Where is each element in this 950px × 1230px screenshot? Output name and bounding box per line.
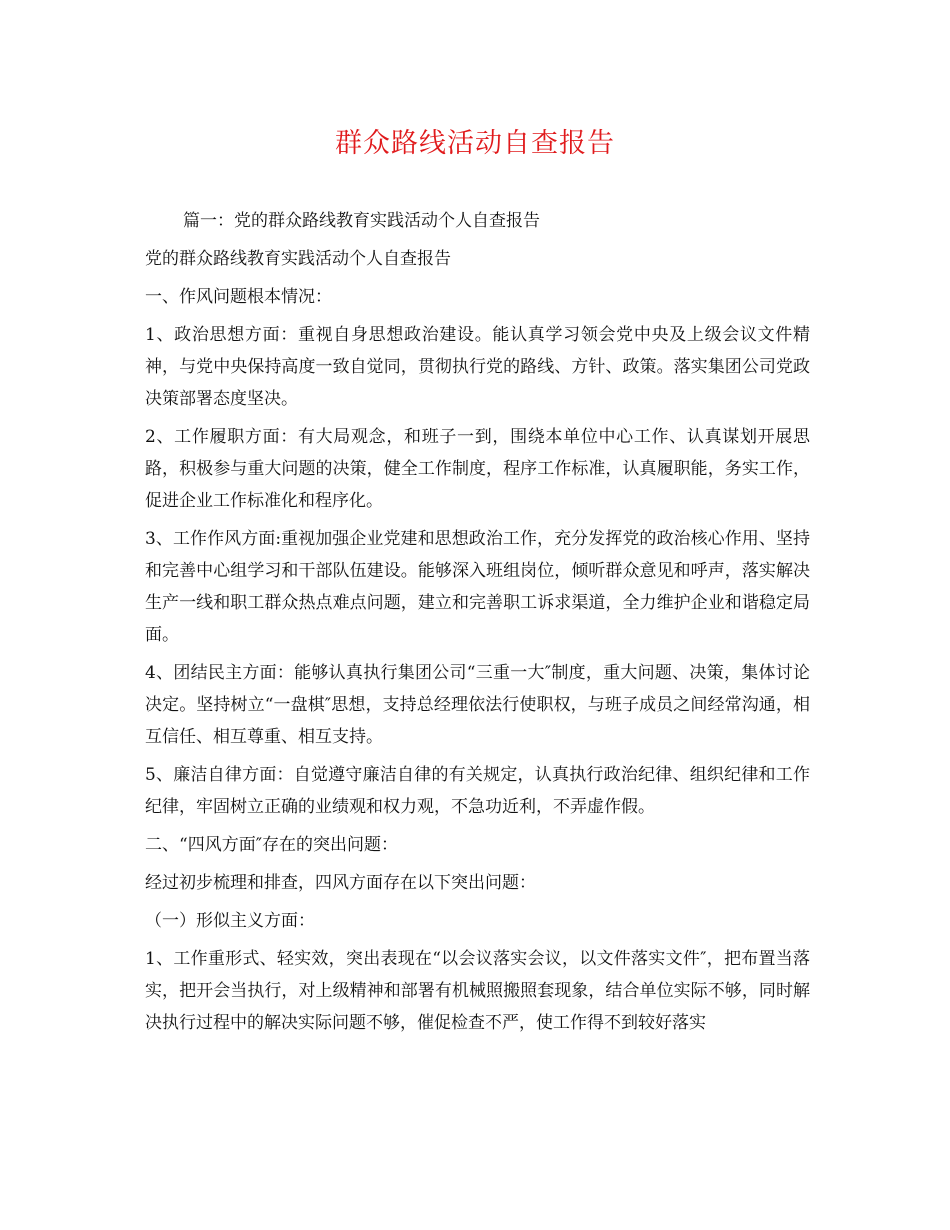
- paragraph-problem-1: 1、工作重形式、轻实效，突出表现在“以会议落实会议，以文件落实文件″，把布置当落实，把开会当执行，对上级精神和部署有机械照搬照套现象，结合单位实际不够，同时解决执行过程中的解决实际问题不够，催促检查不严，使工作得不到较好落实: [145, 949, 810, 1033]
- paragraph-intro: 经过初步梳理和排查，四风方面存在以下突出问题：: [145, 873, 536, 893]
- paragraph-item-3: 3、工作作风方面:重视加强企业党建和思想政治工作，充分发挥党的政治核心作用、坚持和完善中心组学习和干部队伍建设。能够深入班组岗位，倾听群众意见和呼声，落实解决生产一线和职工群众热点难点问题，建立和完善职工诉求渠道，全力维护企业和谐稳定局面。: [145, 529, 810, 645]
- paragraph-item-4: 4、团结民主方面：能够认真执行集团公司“三重一大″制度，重大问题、决策，集体讨论决定。坚持树立“一盘棋″思想，支持总经理依法行使职权，与班子成员之间经常沟通，相互信任、相互尊重、相互支持。: [145, 663, 810, 747]
- paragraph-section-heading: 篇一：党的群众路线教育实践活动个人自查报告: [183, 211, 540, 231]
- document-body: [145, 205, 810, 1045]
- paragraph-item-2: 2、工作履职方面：有大局观念，和班子一到，围绕本单位中心工作、认真谋划开展思路，积极参与重大问题的决策，健全工作制度，程序工作标准，认真履职能，务实工作，促进企业工作标准化和程序化。: [145, 427, 810, 511]
- paragraph-heading-2: 二、“四风方面″存在的突出问题：: [145, 835, 399, 855]
- paragraph-item-5: 5、廉洁自律方面：自觉遵守廉洁自律的有关规定，认真执行政治纪律、组织纪律和工作纪律，牢固树立正确的业绩观和权力观，不急功近利，不弄虚作假。: [145, 765, 810, 817]
- paragraph-subheading-1: （一）形似主义方面：: [145, 911, 315, 931]
- paragraph-report-title: 党的群众路线教育实践活动个人自查报告: [145, 249, 451, 269]
- document-title: 群众路线活动自查报告: [335, 128, 615, 159]
- paragraph-item-1: 1、政治思想方面：重视自身思想政治建设。能认真学习领会党中央及上级会议文件精神，与党中央保持高度一致自觉同，贯彻执行党的路线、方针、政策。落实集团公司党政决策部署态度坚决。: [145, 325, 810, 409]
- paragraph-heading-1: 一、作风问题根本情况：: [145, 287, 332, 307]
